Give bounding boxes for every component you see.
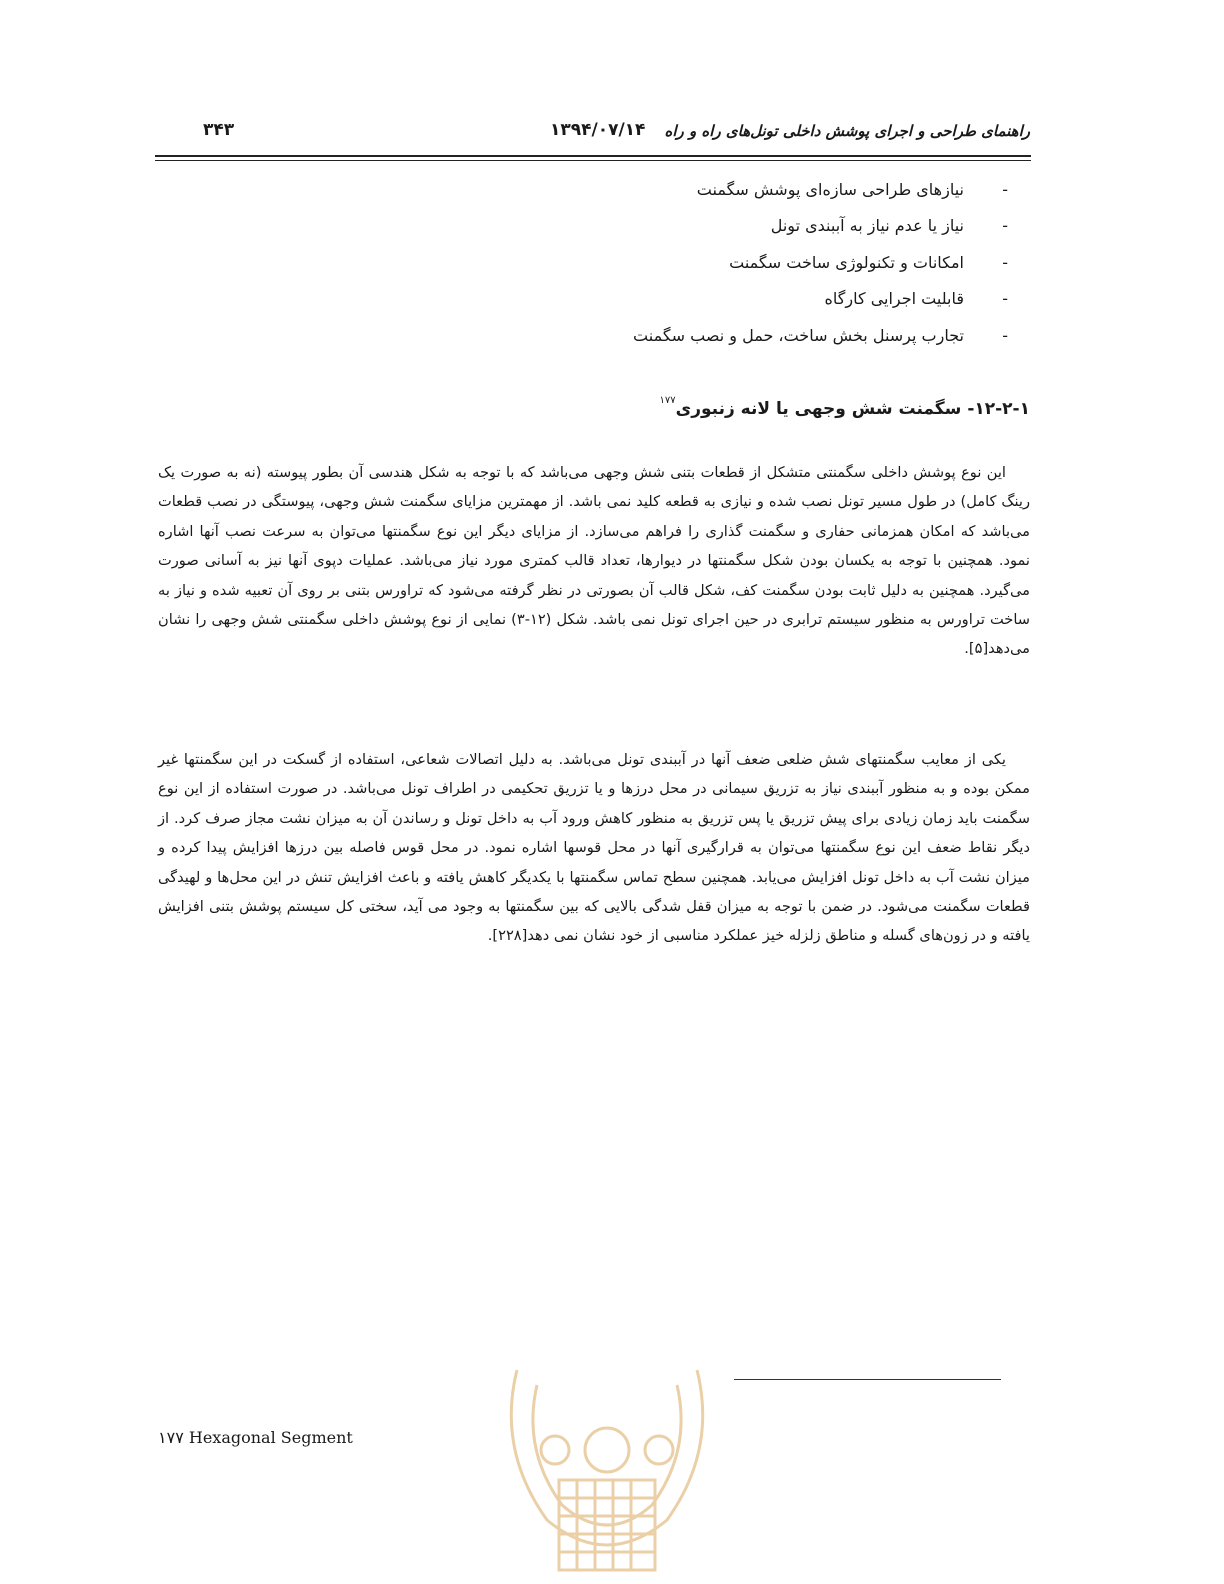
body-paragraph: یکی از معایب سگمنتهای شش ضلعی ضعف آنها در آببندی تونل می‌باشد. به دلیل اتصالات شعاعی، استفاده از گسکت در این سگمنتها غیر ممکن بوده و به منظور آببندی نیاز به تزریق سیمانی در محل درزها و یا تزریق تحکیمی در اطراف تونل می‌باشد. در صورت استفاده از این نوع سگمنت باید زمان زیادی برای پیش تزریق یا پس تزریق به منظور کاهش ورود آب به داخل تونل و رساندن آن به میزان نشت مجاز صرف کرد. از دیگر نقاط ضعف این نوع سگمنتها می‌توان به قرارگیری آنها در محل قوسها اشاره نمود. در محل قوس فاصله بین درزها افزایش پیدا کرده و میزان نشت آب به داخل تونل افزایش می‌یابد. همچنین سطح تماس سگمنتها با یکدیگر کاهش یافته و باعث افزایش تنش در این محل‌ها و لهیدگی قطعات سگمنت می‌شود. در ضمن با توجه به میزان قفل شدگی بالایی که بین سگمنتها به وجود می آید، سختی کل سیستم پوشش بتنی افزایش یافته و در زون‌های گسله و مناطق زلزله خیز عملکرد مناسبی از خود نشان نمی دهد[۲۲۸]. (158, 751, 1030, 945)
footnote-rule (734, 1379, 1001, 1380)
bullet-text: نیازهای طراحی سازه‌ای پوشش سگمنت (696, 180, 964, 199)
list-item (358, 318, 1008, 354)
body-paragraph: این نوع پوشش داخلی سگمنتی متشکل از قطعات بتنی شش وجهی می‌باشد که با توجه به شکل هندسی آن بطور پیوسته (نه به صورت یک رینگ کامل) در طول مسیر تونل نصب شده و نیازی به قطعه کلید نمی باشد. از مهمترین مزایای سگمنت شش وجهی، پیوستگی در نصب قطعات می‌باشد که امکان همزمانی حفاری و سگمنت گذاری را فراهم می‌سازد. از مزایای دیگر این نوع سگمنتها می‌توان به سرعت نصب آنها اشاره نمود. همچنین با توجه به یکسان بودن شکل سگمنتها در دیوارها، تعداد قالب کمتری مورد نیاز می‌باشد. عملیات دپوی آنها نیز به آسانی صورت می‌گیرد. همچنین به دلیل ثابت بودن سگمنت کف، شکل قالب آن بصورتی در نظر گرفته می‌شود که تراورس بتنی بر روی آن تعبیه شده و نیاز به ساخت تراورس به منظور سیستم ترابری در حین اجرای تونل نمی باشد. شکل (۱۲-۳) نمایی از نوع پوشش داخلی سگمنتی شش وجهی را نشان می‌دهد[۵]. (158, 464, 1030, 658)
section-heading (659, 395, 1031, 419)
document-title: راهنمای طراحی و اجرای پوشش داخلی تونل‌های راه و راه (664, 122, 1030, 140)
watermark-logo (487, 1330, 727, 1580)
bullet-text: تجارب پرسنل بخش ساخت، حمل و نصب سگمنت (633, 325, 964, 345)
bullet-marker: - (1002, 216, 1008, 236)
header-rule-thin (155, 160, 1031, 161)
list-item (358, 172, 1008, 208)
bullet-text: قابلیت اجرایی کارگاه (824, 289, 964, 309)
bullet-marker: - (1002, 325, 1008, 345)
list-item (358, 245, 1008, 281)
bullet-text: نیاز یا عدم نیاز به آببندی تونل (770, 216, 964, 236)
list-item (358, 208, 1008, 244)
page-number: ۳۴۳ (203, 120, 235, 140)
footnote: ۱۷۷ Hexagonal Segment (158, 1428, 353, 1447)
bullet-marker: - (1002, 252, 1008, 272)
bullet-marker: - (1002, 180, 1008, 199)
section-heading-text: ۱۲-۲-۱- سگمنت شش وجهی یا لانه زنبوری (675, 399, 1030, 419)
bullet-text: امکانات و تکنولوژی ساخت سگمنت (729, 252, 964, 272)
bullet-list (358, 172, 1008, 354)
document-date: ۱۳۹۴/۰۷/۱۴ (550, 120, 646, 140)
list-item (358, 281, 1008, 317)
footnote-reference[interactable]: ۱۷۷ (659, 395, 676, 407)
page-header (155, 118, 1030, 148)
header-rule-thick (155, 155, 1031, 157)
bullet-marker: - (1002, 289, 1008, 309)
